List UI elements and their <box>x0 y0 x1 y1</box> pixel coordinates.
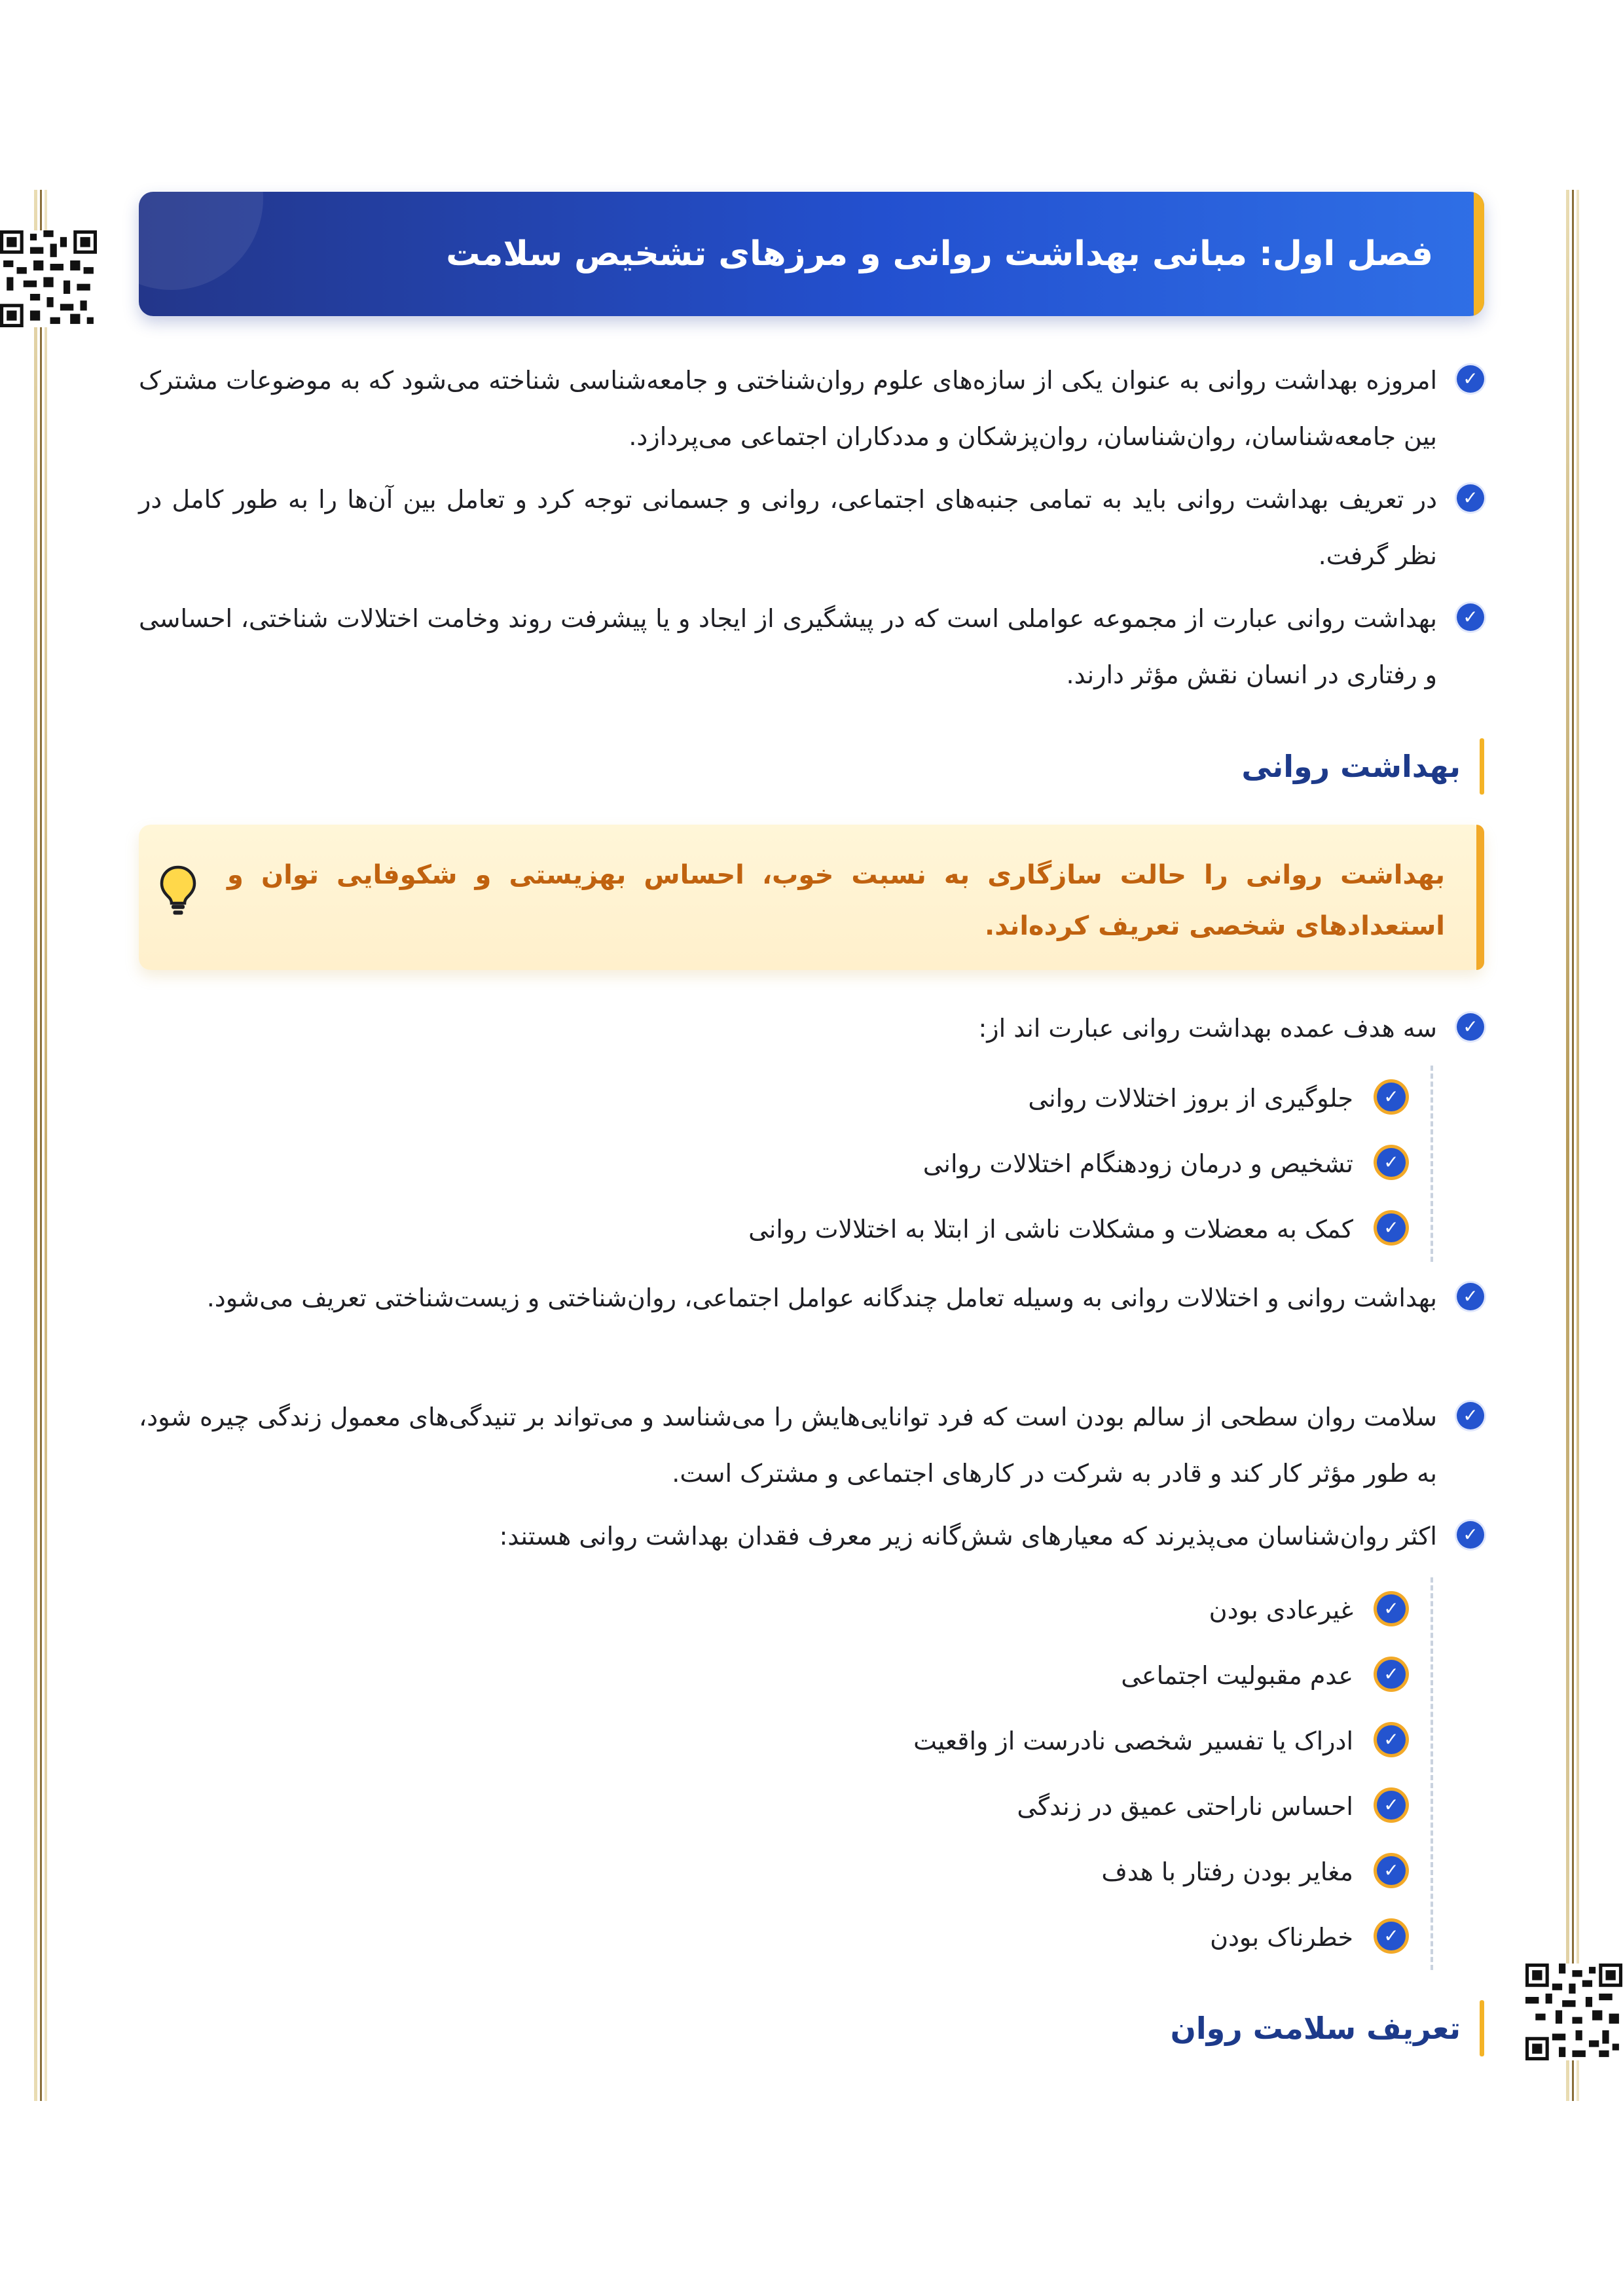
section-title: تعریف سلامت روان <box>1170 2011 1461 2046</box>
criterion-text: غیرعادی بودن <box>1209 1596 1353 1624</box>
bullet-text: سلامت روان سطحی از سالم بودن است که فرد توانایی‌هایش را می‌شناسد و می‌تواند بر تنیدگی‌های معمول زندگی چیره شود، به طور مؤثر کار کند و قادر به شرکت در کارهای اجتماعی و مشترک است. <box>139 1403 1437 1488</box>
check-circle-icon: ✓ <box>1457 365 1484 393</box>
qr-code-icon[interactable] <box>0 230 97 327</box>
check-circle-icon: ✓ <box>1377 1660 1406 1689</box>
goals-list <box>748 1066 1433 1262</box>
check-circle-icon: ✓ <box>1377 1213 1406 1242</box>
list-item <box>139 352 1484 465</box>
check-circle-icon: ✓ <box>1377 1083 1406 1111</box>
callout-accent-edge <box>1476 825 1484 970</box>
list-item <box>139 1389 1484 1501</box>
list-item <box>139 1270 1484 1326</box>
check-circle-icon: ✓ <box>1457 1013 1484 1041</box>
check-circle-icon: ✓ <box>1377 1148 1406 1177</box>
list-item <box>139 1508 1484 1564</box>
banner-accent-edge <box>1474 192 1484 316</box>
left-border-decoration <box>34 190 48 2101</box>
callout-text: بهداشت روانی را حالت سازگاری به نسبت خوب، احساس بهزیستی و شکوفایی توان و استعدادهای شخصی تعریف کرده‌اند. <box>227 860 1445 941</box>
check-circle-icon: ✓ <box>1377 1594 1406 1623</box>
bullet-text: بهداشت روانی عبارت از مجموعه عواملی است که در پیشگیری از ایجاد و یا پیشرفت روند وخامت اختلالات شناختی، احساسی و رفتاری در انسان نقش مؤثر دارند. <box>139 604 1437 689</box>
check-circle-icon: ✓ <box>1377 1791 1406 1820</box>
bullet-text: امروزه بهداشت روانی به عنوان یکی از سازه‌های علوم روان‌شناختی و جامعه‌شناسی شناخته می‌شود که به موضوعات مشترک بین جامعه‌شناسان، روان‌شناسان، روان‌پزشکان و مددکاران اجتماعی می‌پردازد. <box>139 366 1437 451</box>
check-circle-icon: ✓ <box>1457 603 1484 631</box>
heading-accent-bar <box>1480 738 1484 795</box>
lightbulb-icon <box>158 864 198 916</box>
criterion-text: احساس ناراحتی عمیق در زندگی <box>1017 1792 1353 1821</box>
bullet-text: بهداشت روانی و اختلالات روانی به وسیله تعامل چندگانه عوامل اجتماعی، روان‌شناختی و زیست‌شناختی تعریف می‌شود. <box>206 1283 1437 1312</box>
goal-text: تشخیص و درمان زودهنگام اختلالات روانی <box>922 1149 1353 1178</box>
criteria-list <box>913 1577 1433 1970</box>
right-border-decoration <box>1566 190 1580 2101</box>
check-circle-icon: ✓ <box>1457 1521 1484 1549</box>
check-circle-icon: ✓ <box>1457 1283 1484 1310</box>
list-item <box>139 471 1484 584</box>
chapter-title: فصل اول: مبانی بهداشت روانی و مرزهای تشخیص سلامت <box>446 234 1433 274</box>
check-circle-icon: ✓ <box>1377 1725 1406 1754</box>
goal-text: کمک به معضلات و مشکلات ناشی از ابتلا به اختلالات روانی <box>748 1215 1353 1244</box>
check-circle-icon: ✓ <box>1457 484 1484 512</box>
bullet-text: سه هدف عمده بهداشت روانی عبارت اند از: <box>978 1014 1437 1043</box>
list-item <box>139 590 1484 703</box>
goal-text: جلوگیری از بروز اختلالات روانی <box>1028 1084 1353 1113</box>
list-item <box>139 1000 1484 1056</box>
criterion-text: مغایر بودن رفتار با هدف <box>1101 1857 1353 1886</box>
bullet-text: در تعریف بهداشت روانی باید به تمامی جنبه‌های اجتماعی، روانی و جسمانی توجه کرد و تعامل بین آن‌ها را به طور کامل در نظر گرفت. <box>139 485 1437 570</box>
definition-callout <box>139 825 1484 970</box>
chapter-banner <box>139 192 1484 316</box>
check-circle-icon: ✓ <box>1377 1922 1406 1950</box>
criterion-text: ادراک یا تفسیر شخصی نادرست از واقعیت <box>913 1727 1353 1755</box>
qr-code-icon[interactable] <box>1525 1964 1622 2060</box>
section-title: بهداشت روانی <box>1241 749 1461 784</box>
heading-accent-bar <box>1480 2000 1484 2056</box>
criterion-text: عدم مقبولیت اجتماعی <box>1121 1661 1353 1690</box>
check-circle-icon: ✓ <box>1377 1856 1406 1885</box>
criterion-text: خطرناک بودن <box>1210 1923 1353 1952</box>
check-circle-icon: ✓ <box>1457 1402 1484 1429</box>
bullet-text: اکثر روان‌شناسان می‌پذیرند که معیارهای شش‌گانه زیر معرف فقدان بهداشت روانی هستند: <box>499 1522 1437 1551</box>
